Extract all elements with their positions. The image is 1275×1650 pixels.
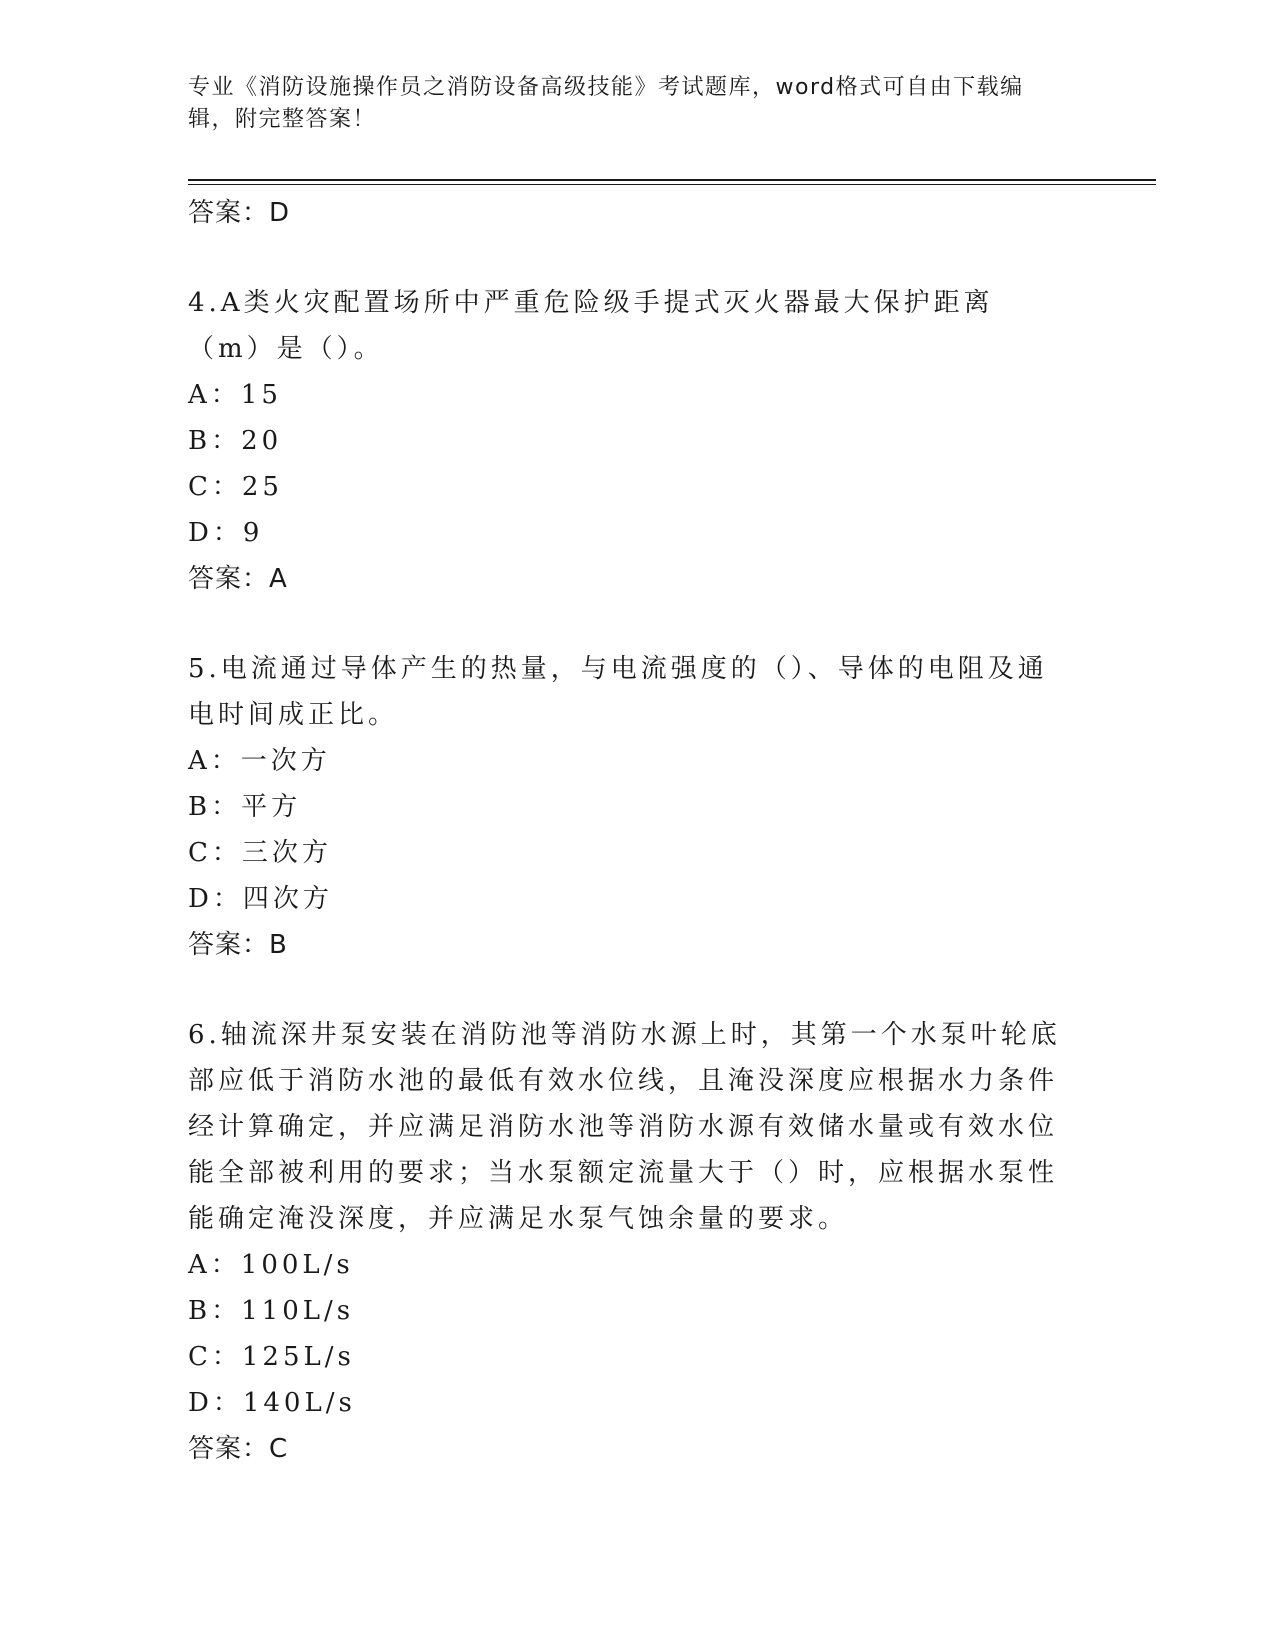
question-stem: 5.电流通过导体产生的热量，与电流强度的（）、导体的电阻及通电时间成正比。 xyxy=(188,654,1048,730)
option-c: C：125L/s xyxy=(188,1342,355,1372)
document-header: 专业《消防设施操作员之消防设备高级技能》考试题库，word格式可自由下载编辑，附完整答案！ xyxy=(188,75,1024,132)
question-content xyxy=(188,190,1068,1472)
option-d: D：140L/s xyxy=(188,1388,356,1418)
option-a: A：100L/s xyxy=(188,1250,354,1280)
option-b: B：110L/s xyxy=(188,1296,355,1326)
answer: 答案：A xyxy=(188,564,288,594)
question-stem: 6.轴流深井泵安装在消防池等消防水源上时，其第一个水泵叶轮底部应低于消防水池的最低有效水位线，且淹没深度应根据水力条件经计算确定，并应满足消防水池等消防水源有效储水量或有效水位能全部被利用的要求；当水泵额定流量大于（）时，应根据水泵性能确定淹没深度，并应满足水泵气蚀余量的要求。 xyxy=(188,1020,1061,1234)
option-a: A：15 xyxy=(188,380,282,410)
option-d: D：四次方 xyxy=(188,884,333,914)
question-stem: 4.A类火灾配置场所中严重危险级手提式灭火器最大保护距离（m）是（）。 xyxy=(188,288,994,364)
question-6 xyxy=(188,1012,1068,1472)
option-a: A：一次方 xyxy=(188,746,331,776)
option-b: B：平方 xyxy=(188,792,302,822)
answer: 答案：C xyxy=(188,1434,289,1464)
option-c: C：三次方 xyxy=(188,838,332,868)
previous-answer: 答案：D xyxy=(188,198,291,228)
question-5 xyxy=(188,646,1068,968)
option-d: D：9 xyxy=(188,518,264,548)
option-b: B：20 xyxy=(188,426,283,456)
question-4 xyxy=(188,280,1068,602)
header-rule-thin xyxy=(188,184,1156,185)
header-rule-thick xyxy=(188,179,1156,181)
option-c: C：25 xyxy=(188,472,283,502)
answer: 答案：B xyxy=(188,930,288,960)
